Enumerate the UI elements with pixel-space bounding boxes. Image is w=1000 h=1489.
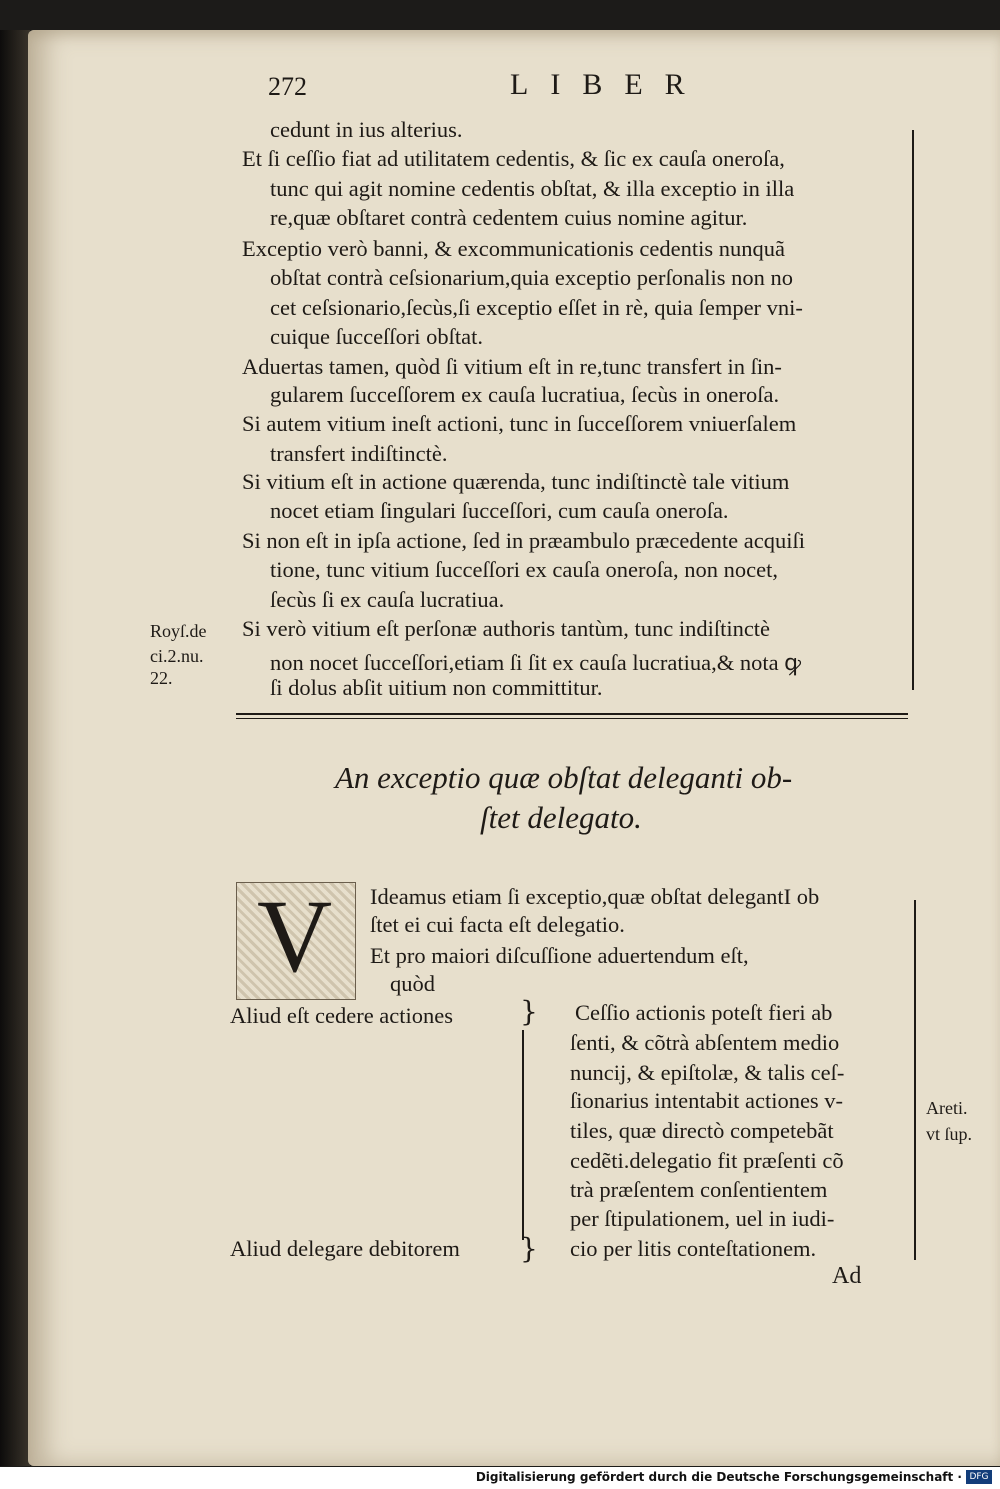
- text-line: per ſtipulationem, uel in iudi-: [570, 1206, 835, 1231]
- text-line: nuncij, & epiſtolæ, & talis ceſ-: [570, 1060, 845, 1085]
- text-line: quòd: [390, 971, 435, 996]
- initial-letter: V: [257, 879, 333, 994]
- text-line: cedunt in ius alterius.: [270, 117, 463, 142]
- decorated-initial: [236, 879, 356, 1000]
- text-line: cet ceſsionario,ſecùs,ſi exceptio eſſet in rè, quia ſemper vni-: [270, 295, 803, 320]
- text-line: nocet etiam ſingulari ſucceſſori, cum cauſa oneroſa.: [270, 498, 729, 523]
- text-line: trà præſentem conſentientem: [570, 1177, 828, 1202]
- scheme-term: Aliud delegare debitorem: [230, 1236, 460, 1261]
- scheme-term: Aliud eſt cedere actiones: [230, 1003, 454, 1028]
- text-line: ſecùs ſi ex cauſa lucratiua.: [270, 587, 505, 612]
- section-rule-thin: [236, 718, 908, 719]
- text-line: Si verò vitium eſt perſonæ authoris tantùm, tunc indiſtinctè: [242, 616, 771, 641]
- text-line: ſi dolus abſit uitium non committitur.: [270, 675, 603, 700]
- catchword: Ad: [832, 1263, 862, 1289]
- text-line: ſionarius intentabit actiones v-: [570, 1088, 844, 1113]
- book-binding: [0, 30, 30, 1466]
- text-line: Aduertas tamen, quòd ſi vitium eſt in re,tunc transfert in ſin-: [242, 354, 782, 379]
- text-line: obſtat contrà ceſsionarium,quia exceptio perſonalis non no: [270, 265, 793, 290]
- text-line: gularem ſucceſſorem ex cauſa lucratiua, ſecùs in oneroſa.: [270, 382, 780, 407]
- margin-note-line: Royſ.de: [150, 621, 207, 641]
- text-line: non nocet ſucceſſori,etiam ſi ſit ex cauſa lucratiua,& nota ꝙ: [270, 650, 802, 675]
- text-line: Si non eſt in ipſa actione, ſed in præambulo præcedente acquiſi: [242, 528, 805, 553]
- text-line: cuique ſucceſſori obſtat.: [270, 324, 484, 349]
- brace-glyph: }: [520, 1232, 538, 1265]
- text-line: ſenti, & cõtrà abſentem medio: [570, 1030, 840, 1055]
- text-line: re,quæ obſtaret contrà cedentem cuius nomine agitur.: [270, 205, 748, 230]
- text-line: Ideamus etiam ſi exceptio,quæ obſtat delegantI ob: [370, 884, 820, 909]
- brace-glyph: }: [520, 995, 538, 1028]
- text-line: Et ſi ceſſio fiat ad utilitatem cedentis, & ſic ex cauſa oneroſa,: [242, 146, 785, 171]
- margin-bracket: [912, 130, 914, 690]
- footer-bar: [0, 1467, 1000, 1489]
- text-line: transfert indiſtinctè.: [270, 441, 448, 466]
- section-rule: [236, 713, 908, 715]
- margin-note-line: 22.: [150, 668, 173, 688]
- text-line: tione, tunc vitium ſucceſſori ex cauſa oneroſa, non nocet,: [270, 557, 778, 582]
- section-heading-line: An exceptio quæ obſtat deleganti ob-: [335, 760, 793, 795]
- footer-credit: Digitalisierung gefördert durch die Deutsche Forschungsgemeinschaft ·: [475, 1470, 962, 1484]
- text-line: Et pro maiori diſcuſſione aduertendum eſt,: [370, 943, 749, 968]
- text-line: Exceptio verò banni, & excommunicationis cedentis nunquã: [242, 236, 785, 261]
- scheme-brace-line: [522, 1030, 524, 1240]
- text-line: Si vitium eſt in actione quærenda, tunc indiſtinctè tale vitium: [242, 469, 790, 494]
- margin-bracket: [914, 900, 916, 1260]
- margin-note-line: vt ſup.: [926, 1124, 973, 1144]
- dfg-logo: DFG: [966, 1470, 992, 1484]
- page-number: 272: [268, 72, 307, 101]
- text-line: tunc qui agit nomine cedentis obſtat, & illa exceptio in illa: [270, 176, 795, 201]
- margin-note-line: Areti.: [926, 1098, 968, 1118]
- text-line: Si autem vitium ineſt actioni, tunc in ſucceſſorem vniuerſalem: [242, 411, 797, 436]
- running-title: LIBER: [510, 68, 707, 101]
- margin-note-line: ci.2.nu.: [150, 646, 204, 666]
- text-line: tiles, quæ directò competebãt: [570, 1118, 834, 1143]
- text-line: cedẽti.delegatio fit præſenti cõ: [570, 1148, 844, 1173]
- text-line: cio per litis conteſtationem.: [570, 1236, 817, 1261]
- section-heading-line: ſtet delegato.: [480, 800, 642, 835]
- text-line: Ceſſio actionis poteſt fieri ab: [575, 1000, 833, 1025]
- text-line: ſtet ei cui facta eſt delegatio.: [370, 912, 625, 937]
